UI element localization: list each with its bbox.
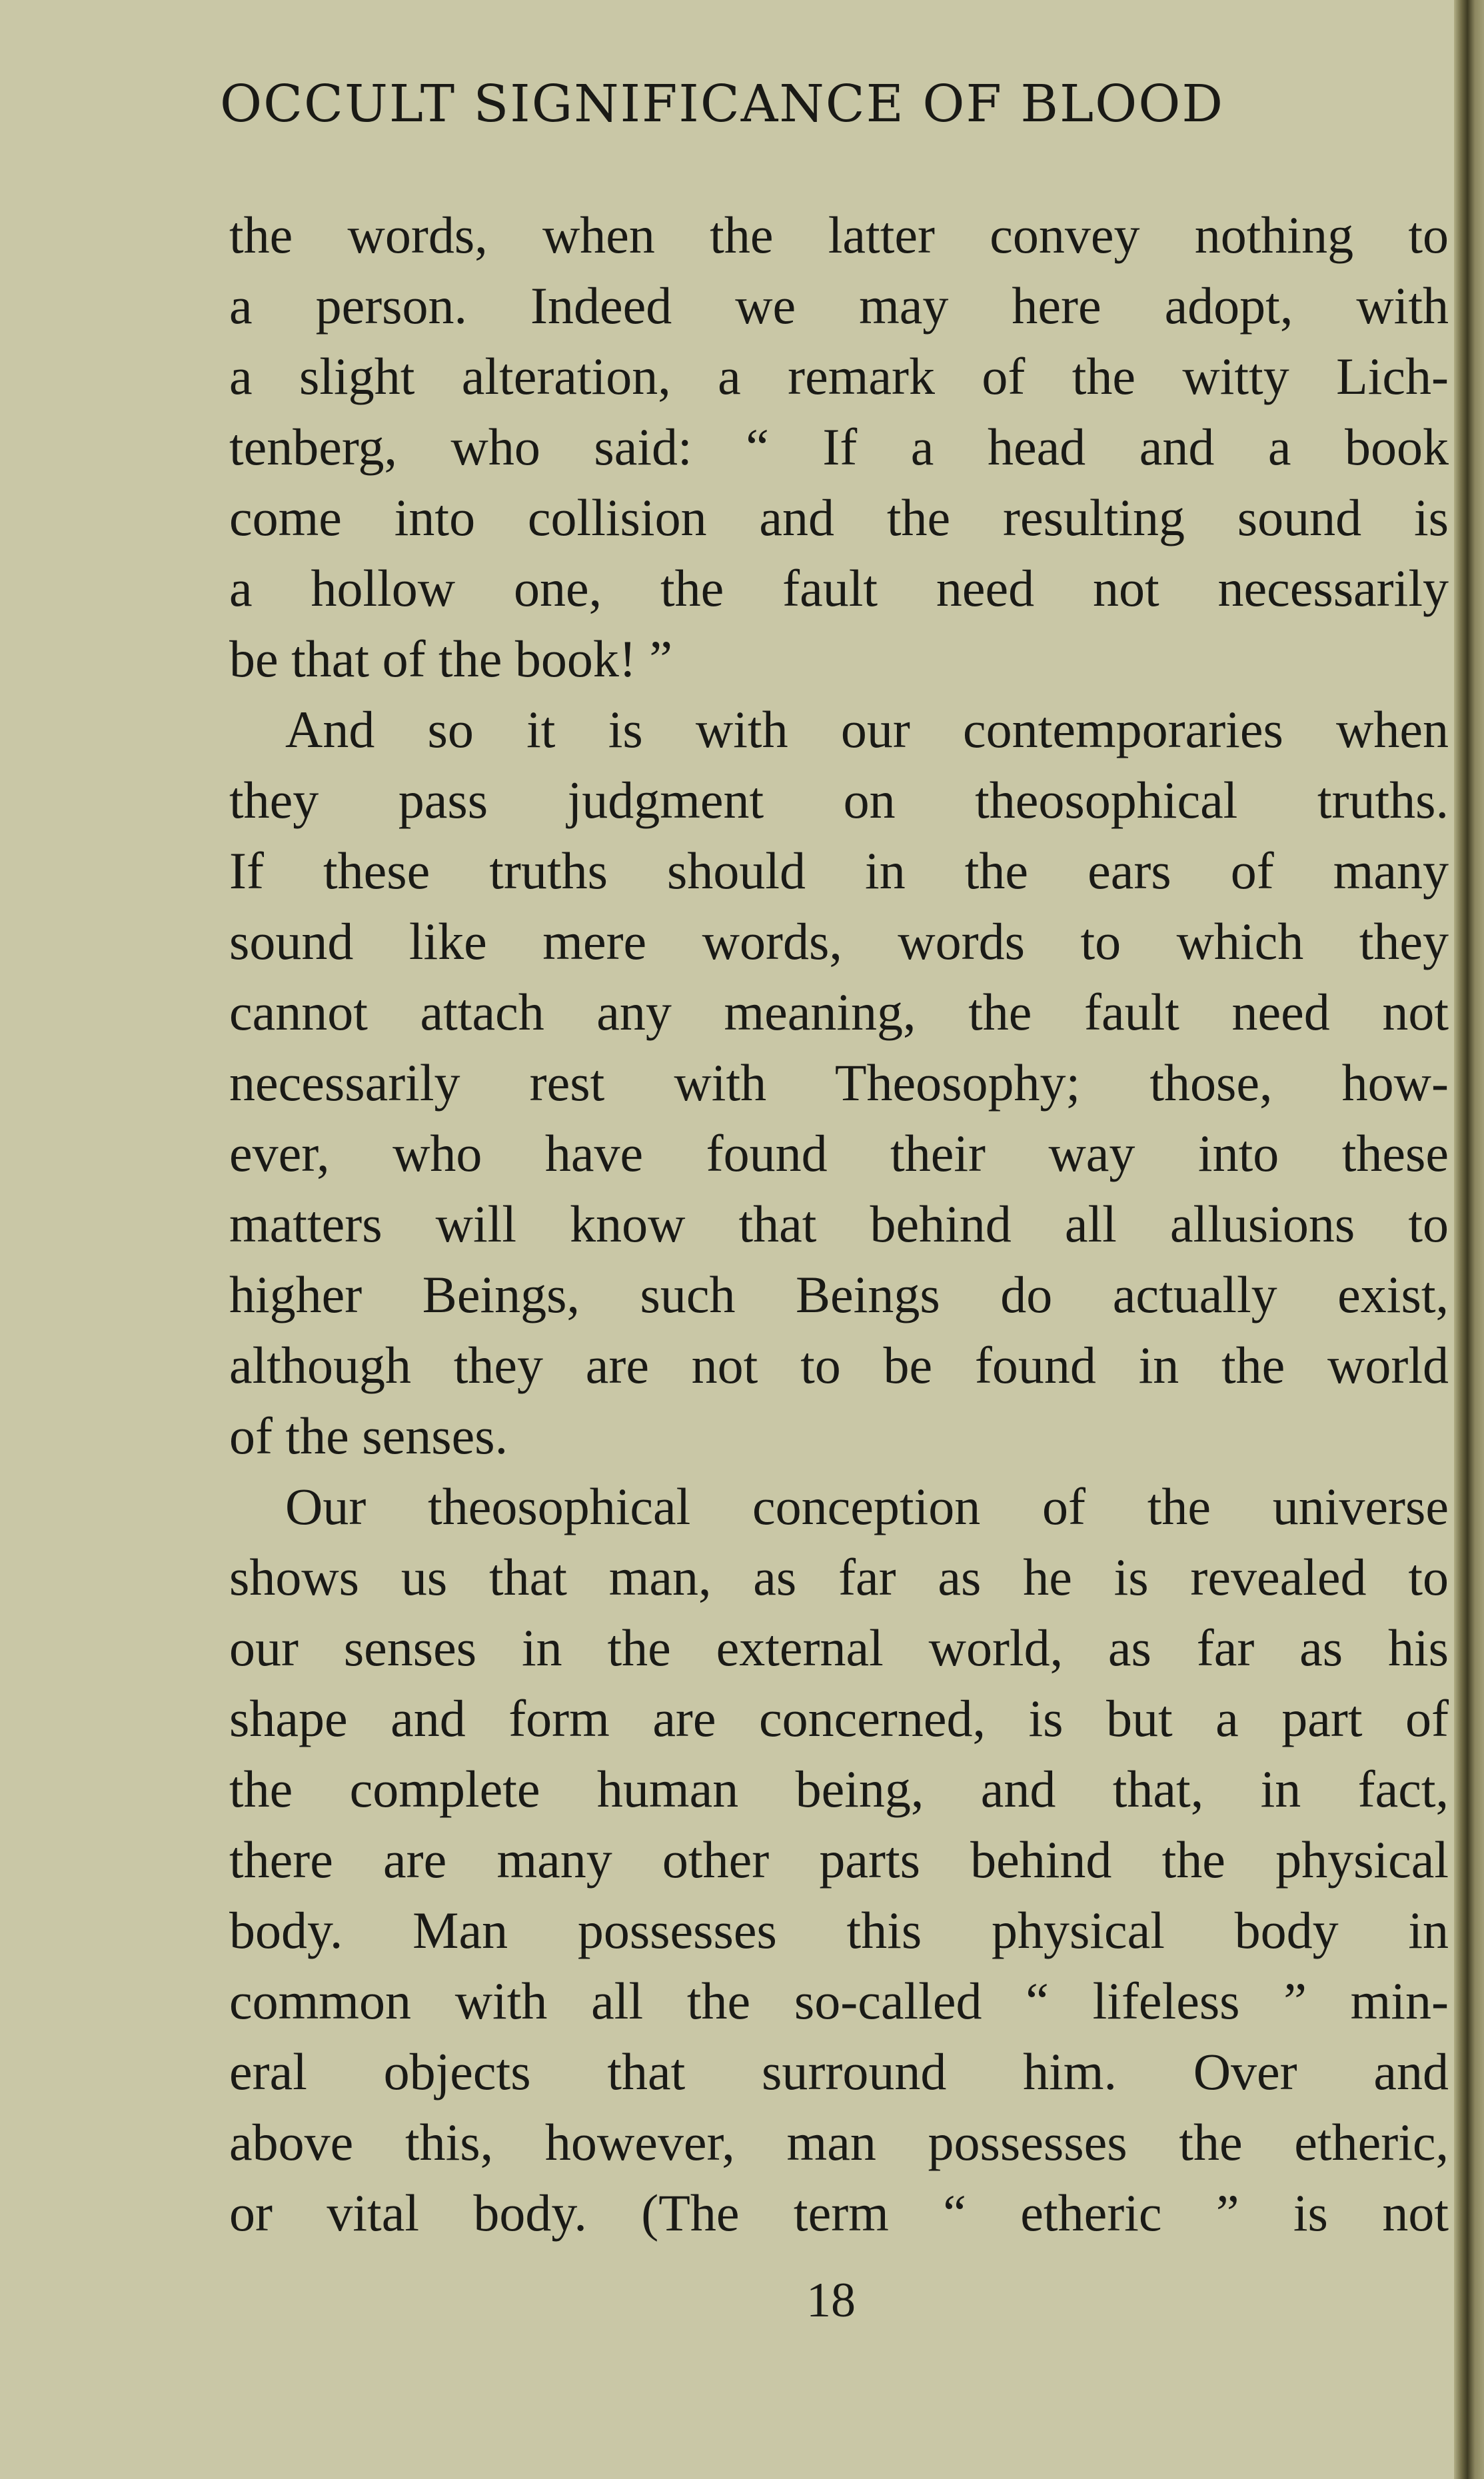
text-line: sound like mere words, words to which they (229, 912, 1449, 970)
text-line: And so it is with our contemporaries when (285, 700, 1449, 758)
text-line: shape and form are concerned, is but a part of (229, 1689, 1449, 1747)
page-edge (1454, 0, 1484, 2479)
text-line: our senses in the external world, as far as his (229, 1619, 1449, 1677)
text-line: come into collision and the resulting sound is (229, 488, 1449, 546)
text-line: they pass judgment on theosophical truths. (229, 771, 1449, 829)
text-line: the complete human being, and that, in fact, (229, 1760, 1449, 1818)
text-line: a person. Indeed we may here adopt, with (229, 277, 1449, 335)
text-line: necessarily rest with Theosophy; those, how- (229, 1054, 1449, 1112)
text-line: eral objects that surround him. Over and (229, 2043, 1449, 2100)
text-line: although they are not to be found in the world (229, 1336, 1449, 1394)
text-line: a slight alteration, a remark of the witty Lich- (229, 347, 1449, 405)
text-line: be that of the book! ” (229, 630, 672, 688)
page-number: 18 (806, 2273, 856, 2328)
running-head: OCCULT SIGNIFICANCE OF BLOOD (220, 75, 1225, 134)
text-line: ever, who have found their way into these (229, 1124, 1449, 1182)
text-line: there are many other parts behind the physical (229, 1831, 1449, 1889)
text-line: the words, when the latter convey nothing to (229, 206, 1449, 264)
text-line: a hollow one, the fault need not necessarily (229, 559, 1449, 617)
text-line: tenberg, who said: “ If a head and a book (229, 418, 1449, 476)
text-line: body. Man possesses this physical body in (229, 1901, 1449, 1959)
text-line: matters will know that behind all allusions to (229, 1195, 1449, 1253)
text-line: higher Beings, such Beings do actually exist, (229, 1265, 1449, 1323)
text-line: cannot attach any meaning, the fault need not (229, 983, 1449, 1041)
text-line: above this, however, man possesses the etheric, (229, 2113, 1449, 2171)
text-line: Our theosophical conception of the universe (285, 1477, 1449, 1535)
text-line: common with all the so-called “ lifeless ” min- (229, 1972, 1449, 2030)
text-line: shows us that man, as far as he is revealed to (229, 1548, 1449, 1606)
body-text (229, 200, 1449, 2248)
text-line: of the senses. (229, 1407, 508, 1465)
text-line: or vital body. (The term “ etheric ” is not (229, 2184, 1449, 2242)
text-line: If these truths should in the ears of many (229, 842, 1449, 900)
